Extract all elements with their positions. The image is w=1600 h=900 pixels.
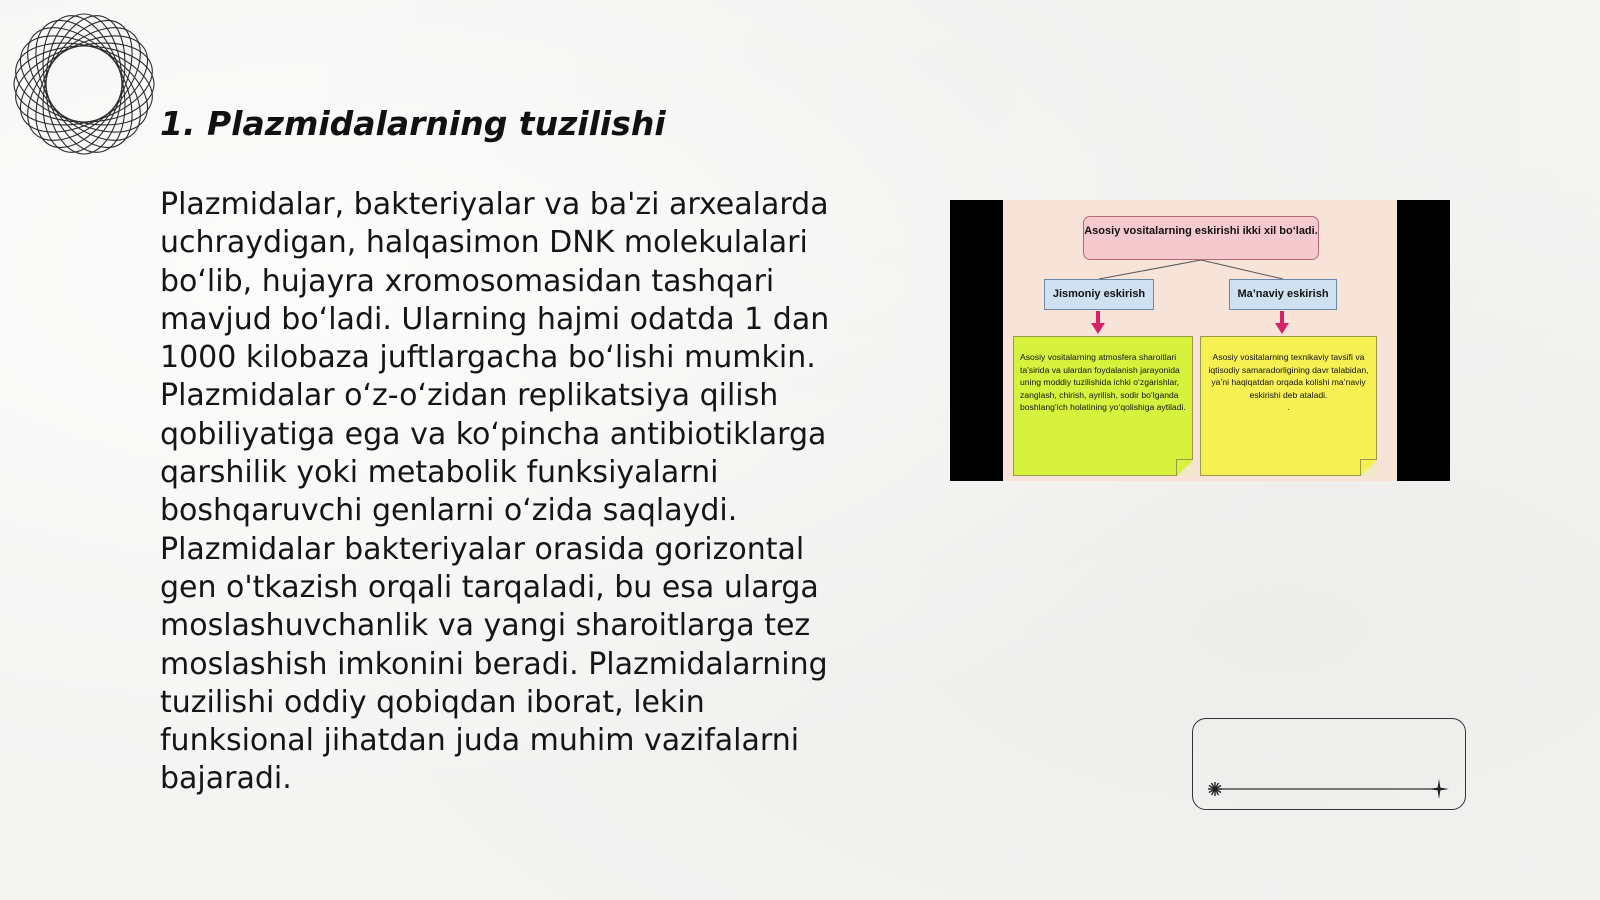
diagram-label-physical: Jismoniy eskirish — [1044, 279, 1154, 310]
page-fold-icon — [1360, 459, 1377, 476]
diagram-note-right-trailing: . — [1287, 402, 1290, 413]
diagram-label-moral: Ma’naviy eskirish — [1229, 279, 1337, 310]
diagram-panel — [1003, 200, 1397, 481]
spirograph-ornament-icon — [10, 10, 158, 158]
slide-title: 1. Plazmidalarning tuzilishi — [160, 104, 666, 143]
slide-body-text: Plazmidalar, bakteriyalar va ba'zi arxealarda uchraydigan, halqasimon DNK molekulalari bo‘lib, hujayra xromosomasidan tashqari mavjud bo‘ladi. Ularning hajmi odatda 1 dan 1000 kilobaza juftlargacha bo‘lishi mumkin. Plazmidalar o‘z-o‘zidan replikatsiya qilish qobiliyatiga ega va ko‘pincha antibiotiklarga qarshilik yoki metabolik funksiyalarni boshqaruvchi genlarni o‘zida saqlaydi. Plazmidalar bakteriyalar orasida gorizontal gen o'tkazish orqali tarqaladi, bu esa ularga moslashuvchanlik va yangi sharoitlarga tez moslashish imkonini beradi. Plazmidalarning tuzilishi oddiy qobiqdan iborat, lekin funksional jihatdan juda muhim vazifalarni bajaradi. — [160, 187, 830, 797]
starburst-icon — [1208, 782, 1222, 796]
sparkle-icon — [1429, 779, 1449, 799]
page-fold-icon — [1176, 459, 1193, 476]
diagram-note-right-text: Asosiy vositalarning texnikaviy tavsifi va iqtisodiy samaradorligining davr talabidan, ya’ni haqiqatdan orqada kolishi ma’naviy eskirishi deb ataladi. — [1208, 352, 1369, 400]
diagram-image — [950, 200, 1450, 481]
callout-line — [1193, 719, 1465, 809]
diagram-note-left — [1013, 336, 1193, 476]
arrow-down-icon-right — [1275, 311, 1289, 334]
arrow-down-icon-left — [1091, 311, 1105, 334]
diagram-note-right — [1200, 336, 1377, 476]
decorative-callout-box — [1192, 718, 1466, 810]
diagram-top-box: Asosiy vositalarning eskirishi ikki xil bo‘ladi. — [1083, 216, 1319, 260]
diagram-note-left-text: Asosiy vositalarning atmosfera sharoitlari ta'sirida va ulardan foydalanish jarayonida uning moddiy tuzilishida ichki o‘zgarishlar, zanglash, chirish, ayrilish, sodir bo‘lganda boshlang‘ich holatining yo‘qolishiga aytiladi. — [1020, 352, 1186, 413]
